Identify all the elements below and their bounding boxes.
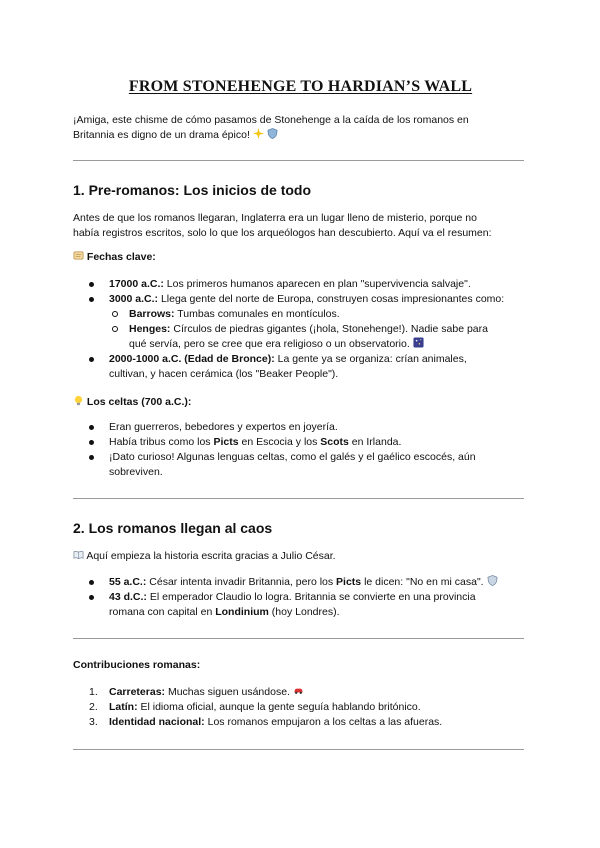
list-item xyxy=(73,590,528,620)
list-item xyxy=(73,715,528,730)
list-number: 3. xyxy=(89,716,98,728)
sub-text: Círculos de piedras gigantes (¡hola, Stonehenge!). Nadie sabe para xyxy=(170,323,488,335)
city-name: Londinium xyxy=(215,606,269,618)
item-text: El emperador Claudio lo logra. Britannia se convierte en una provincia xyxy=(146,591,476,603)
list-number: 1. xyxy=(89,686,98,698)
intro-line-2-wrap xyxy=(73,128,528,143)
contrib-label: Latín: xyxy=(109,701,138,713)
sub-list-item xyxy=(73,322,528,352)
item-text: Los primeros humanos aparecen en plan "supervivencia salvaje". xyxy=(163,278,471,290)
item-text: Muchas siguen usándose. xyxy=(165,686,290,698)
section-heading-romanos: 2. Los romanos llegan al caos xyxy=(73,520,273,536)
item-text: en Escocia y los xyxy=(238,436,321,448)
list-item xyxy=(73,700,528,715)
item-text: Llega gente del norte de Europa, construyen cosas impresionantes como: xyxy=(158,293,505,305)
divider xyxy=(73,160,524,161)
intro-line-2: Britannia es digno de un drama épico! xyxy=(73,129,250,141)
contrib-label: Carreteras: xyxy=(109,686,166,698)
item-text: El idioma oficial, aunque la gente seguía hablando britónico. xyxy=(137,701,421,713)
scroll-icon xyxy=(73,250,84,261)
car-icon xyxy=(293,685,304,696)
section2-intro-wrap xyxy=(73,549,528,564)
list-item xyxy=(73,420,528,435)
item-text: ¡Dato curioso! Algunas lenguas celtas, como el galés y el gaélico escocés, aún xyxy=(109,451,476,463)
date-label: 55 a.C.: xyxy=(109,576,147,588)
romanos-list xyxy=(73,575,528,620)
date-label: 17000 a.C.: xyxy=(109,278,164,290)
item-text: le dicen: "No en mi casa". xyxy=(361,576,484,588)
section1-paragraph xyxy=(73,211,528,241)
date-label: 3000 a.C.: xyxy=(109,293,159,305)
lightbulb-icon xyxy=(73,395,84,406)
sub-label: Henges: xyxy=(129,323,171,335)
contribuciones-list xyxy=(73,685,528,730)
divider xyxy=(73,498,524,499)
fechas-list xyxy=(73,277,528,307)
list-number: 2. xyxy=(89,701,98,713)
divider xyxy=(73,638,524,639)
date-label: 2000-1000 a.C. (Edad de Bronce): xyxy=(109,353,275,365)
para-line-2: había registros escritos, solo lo que los arqueólogos han descubierto. Aquí va el resumen: xyxy=(73,227,492,239)
list-item xyxy=(73,435,528,450)
sub-text: Tumbas comunales en montículos. xyxy=(174,308,340,320)
item-text: César intenta invadir Britannia, pero los xyxy=(146,576,337,588)
shield-icon xyxy=(487,575,498,586)
item-text-line-2: sobreviven. xyxy=(109,466,163,478)
date-label: 43 d.C.: xyxy=(109,591,147,603)
sub-label: Barrows: xyxy=(129,308,175,320)
section2-intro: Aquí empieza la historia escrita gracias a Julio César. xyxy=(86,550,336,562)
item-text: Había tribus como los xyxy=(109,436,214,448)
contribuciones-label: Contribuciones romanas: xyxy=(73,659,201,671)
list-item xyxy=(73,450,528,480)
list-item xyxy=(73,352,528,382)
para-line-1: Antes de que los romanos llegaran, Inglaterra era un lugar lleno de misterio, porque no xyxy=(73,212,477,224)
document-title: FROM STONEHENGE TO HARDIAN’S WALL xyxy=(128,78,473,95)
celtas-label: Los celtas (700 a.C.): xyxy=(86,396,192,408)
section-heading-pre-romanos: 1. Pre-romanos: Los inicios de todo xyxy=(73,182,312,198)
bronze-age-list xyxy=(73,352,528,382)
intro-line-1: ¡Amiga, este chisme de cómo pasamos de Stonehenge a la caída de los romanos en xyxy=(73,114,469,126)
contrib-label: Identidad nacional: xyxy=(109,716,205,728)
intro-paragraph xyxy=(73,113,528,143)
divider xyxy=(73,749,524,750)
tribe-name: Picts xyxy=(336,576,362,588)
item-text: Eran guerreros, bebedores y expertos en joyería. xyxy=(109,421,338,433)
sparkle-icon xyxy=(253,128,264,139)
item-text-line-2: cultivan, y hacen cerámica (los "Beaker People"). xyxy=(109,368,339,380)
item-text: en Irlanda. xyxy=(348,436,402,448)
list-item xyxy=(73,277,528,292)
tribe-name: Scots xyxy=(320,436,349,448)
sub-list xyxy=(73,307,528,352)
list-item xyxy=(73,575,528,590)
item-text: (hoy Londres). xyxy=(268,606,340,618)
open-book-icon xyxy=(73,549,84,560)
list-item xyxy=(73,685,528,700)
night-sky-icon xyxy=(413,337,424,348)
list-item xyxy=(73,292,528,307)
item-text: Los romanos empujaron a los celtas a las afueras. xyxy=(204,716,443,728)
tribe-name: Picts xyxy=(213,436,239,448)
celtas-label-wrap xyxy=(73,395,528,410)
sub-text-line-2: qué servía, pero se cree que era religioso o un observatorio. xyxy=(129,338,410,350)
shield-icon xyxy=(267,128,278,139)
item-text: La gente ya se organiza: crían animales, xyxy=(274,353,467,365)
sub-list-item xyxy=(73,307,528,322)
fechas-clave-label: Fechas clave: xyxy=(86,251,156,263)
item-text-line-2: romana con capital en xyxy=(109,606,216,618)
celtas-list xyxy=(73,420,528,480)
fechas-clave-label-wrap xyxy=(73,250,528,265)
